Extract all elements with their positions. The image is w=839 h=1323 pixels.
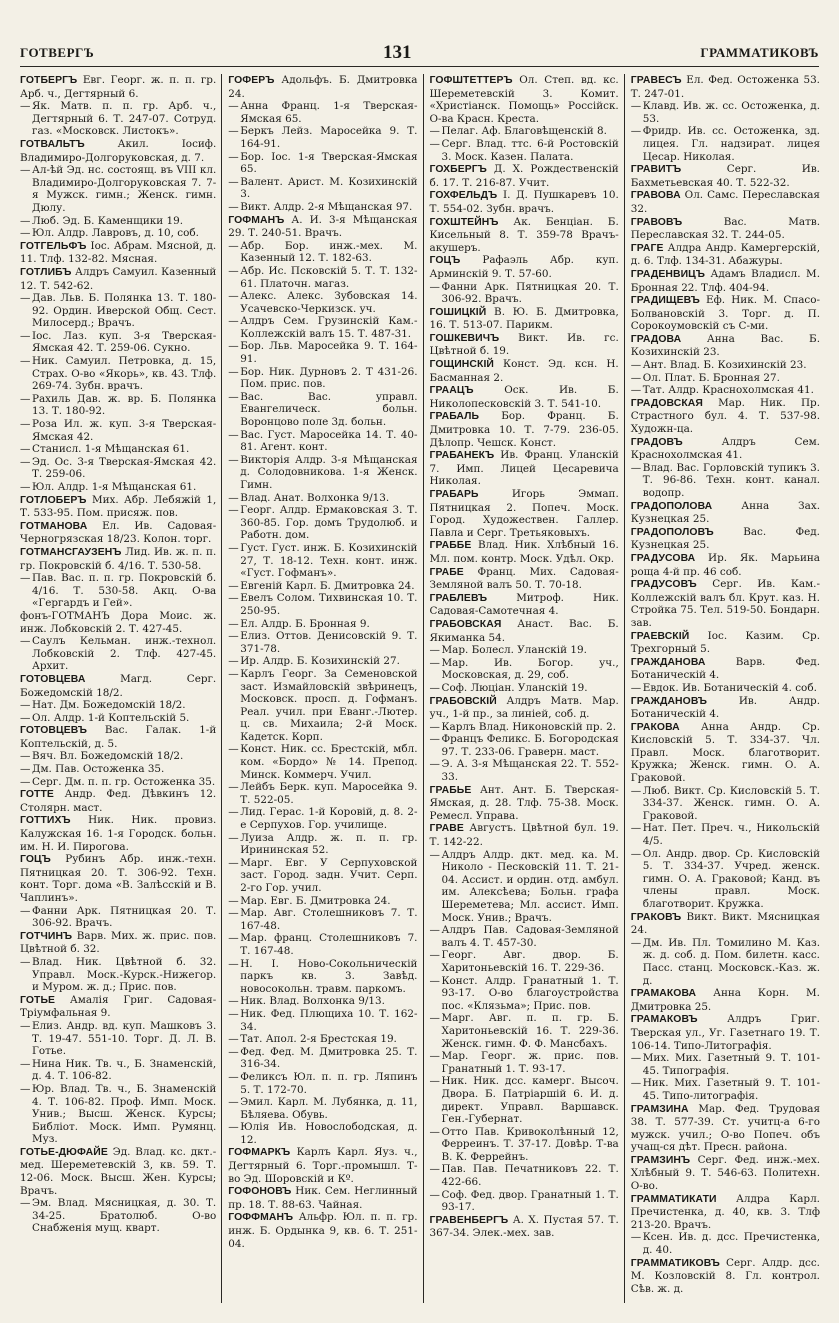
directory-entry: — Ксен. Ив. д. дсс. Пречистенка, д. 40. [630,1231,820,1257]
directory-entry: — Феликсъ Юл. п. п. гр. Ляпинъ 5. Т. 172-70. [228,1070,418,1096]
directory-entry: — Ник. Ник. дсс. камерг. Высоч. Двора. Б. Патріаршій 6. И. д. директ. Управл. Варшавск. Ген.-Губернат. [429,1075,619,1126]
directory-entry: — Влад. Ник. Цвѣтной б. 32. Управл. Моск.-Курск.-Нижегор. и Муром. ж. д.; Прис. пов. [20,955,217,994]
directory-entry: ГОТМАНСГАУЗЕНЪ Лид. Ив. ж. п. п. гр. Покровскій б. 4/16. Т. 530-58. [20,545,217,572]
directory-entry: ГРАКОВА Анна Андр. Ср. Кисловскій 5. Т. 334-37. Чл. Правл. Моск. благотворит. Кружка; Женск. гимн. О. А. Граковой. [630,720,820,785]
directory-entry: ГОХФЕЛЬДЪ І. Д. Пушкаревъ 10. Т. 554-02. Зубн. врачъ. [429,189,619,215]
directory-entry: ГОФШТЕТТЕРЪ Ол. Степ. вд. кс. Шереметевскій 3. Комит. «Христіанск. Помощь» Россійск. О-ва Красн. Креста. [429,74,619,125]
page-header [20,40,819,67]
directory-entry: — Мар. Болесл. Уланскій 19. [429,644,587,657]
directory-entry: — Клавд. Ив. ж. сс. Остоженка, д. 53. [630,100,820,125]
directory-entry: — Пав. Вас. п. п. гр. Покровскій б. 4/16. Т. 530-58. Акц. О-ва «Гергардъ и Гей». [20,572,217,610]
directory-entry: — Вас. Вас. управл. Евангелическ. больн. Воронцово поле 3д. больн. [228,390,418,429]
directory-entry: — Тат. Апол. 2-я Брестская 19. [228,1033,397,1046]
directory-entry: — Викторія Алдр. 3-я Мѣщанская д. Солодовникова. 1-я Женск. Гимн. [228,453,418,491]
directory-entry: ГОТТИХЪ Ник. Ник. провиз. Калужская 16. 1-я Городск. больн. им. Н. И. Пирогова. [20,814,217,853]
directory-entry: ГОФЕРЪ Адольфъ. Б. Дмитровка 24. [228,74,418,100]
directory-entry: ГРАДЕНВИЦЪ Адамъ Владисл. М. Бронная 22. Тлф. 404-94. [630,267,820,294]
directory-entry: — Беркъ Лейз. Маросейка 9. Т. 164-91. [228,125,418,150]
directory-entry: — Саулъ Кельман. инж.-технол. Лобковскій 2. Тлф. 427-45. Архит. [20,635,217,673]
directory-entry: ГРАКОВЪ Викт. Викт. Мясницкая 24. [630,910,820,937]
directory-entry: — Юлія Ив. Новослободская, д. 12. [228,1121,418,1146]
directory-entry: — Лид. Герас. 1-й Коровій, д. 8. 2-е Серпухов. Гор. училище. [228,806,418,832]
directory-entry: ГОТЛИБЪ Алдръ Самуил. Казенный 12. Т. 542-62. [20,265,217,292]
directory-entry: ГОТВАЛЬТЪ Акил. Іосиф. Владимиро-Долгоруковская, д. 7. [20,137,217,164]
directory-entry: ГРАБЛЕВЪ Митроф. Ник. Садовая-Самотечная 4. [429,591,619,618]
directory-entry: ГРАВЕ Августъ. Цвѣтной бул. 19. Т. 142-22. [429,822,619,849]
directory-entry: ГОТБЕРГЪ Евг. Георг. ж. п. п. гр. Арб. ч., Дегтярный 6. [20,74,217,100]
column-2 [221,74,422,1303]
directory-entry: — Э. А. 3-я Мѣщанская 22. Т. 552-33. [429,758,619,784]
directory-entry: ГРАДОВА Анна Вас. Б. Козихинскій 23. [630,332,820,359]
directory-entry: — Нат. Пет. Преч. ч., Никольскій 4/5. [630,822,820,848]
directory-entry: ГОТМАНОВА Ел. Ив. Садовая-Черногрязская 18/23. Колон. торг. [20,519,217,546]
directory-entry: — Евелъ Солом. Тихвинская 10. Т. 250-95. [228,592,418,617]
directory-entry: — Дм. Ив. Пл. Томилино М. Каз. ж. д. соб. д. Пом. билетн. касс. Пасс. станц. Московск.-Каз. ж. д. [630,936,820,987]
directory-entry: ГРАБЕ Франц. Мих. Садовая-Земляной валъ 50. Т. 70-18. [429,565,619,592]
directory-entry: — Ир. Алдр. Б. Козихинскій 27. [228,655,400,668]
directory-entry: — Мар. Авг. Столешниковъ 7. Т. 167-48. [228,907,418,932]
directory-entry: — Влад. Вас. Горловскій тупикъ 3. Т. 96-86. Техн. конт. канал. водопр. [630,461,820,499]
directory-entry: — Георг. Авг. двор. Б. Харитоньевскій 16. Т. 229-36. [429,949,619,974]
directory-entry: — Мих. Мих. Газетный 9. Т. 101-45. Типографія. [630,1052,820,1077]
directory-entry: ГРАБАЛЬ Бор. Франц. Б. Дмитровка 10. Т. 7-79. 236-05. Дѣлопр. Чешск. Конст. [429,410,619,449]
directory-entry: — Лейбъ Берк. куп. Маросейка 9. Т. 522-05. [228,781,418,806]
directory-entry: — Марг. Авг. п. п. гр. Б. Харитоньевскій 16. Т. 229-36. Женск. гимн. Ф. Ф. Мансбахъ. [429,1012,619,1050]
directory-entry: — Эм. Влад. Мясницкая, д. 30. Т. 34-25. Братолюб. О-во Снабженія мущ. кварт. [20,1197,217,1235]
directory-entry: — Влад. Анат. Волхонка 9/13. [228,491,390,504]
directory-entry: ГОФФМАНЪ Альфр. Юл. п. п. гр. инж. Б. Ордынка 9, кв. 6. Т. 251-04. [228,1211,418,1250]
directory-entry: ГОЩИНСКІЙ Конст. Эд. ксн. Н. Басманная 2. [429,358,619,384]
directory-entry: — Мар. Евг. Б. Дмитровка 24. [228,894,391,907]
directory-entry: — Елиз. Оттов. Денисовскій 9. Т. 371-78. [228,630,418,655]
directory-entry: — Тат. Алдр. Краснохолмская 41. [630,384,814,397]
directory-entry: ГРААЦЪ Оск. Ив. Б. Николопесковскій 3. Т. 541-10. [429,384,619,410]
directory-entry: ГОФМАНЪ А. И. 3-я Мѣщанская 29. Т. 240-51. Врачъ. [228,213,418,240]
directory-entry: — Викт. Алдр. 2-я Мѣщанская 97. [228,200,413,213]
directory-entry: ГРАММАТИКАТИ Алдра Карл. Пречистенка, д. 40, кв. 3. Тлф 213-20. Врачъ. [630,1192,820,1231]
directory-entry: — Серг. Влад. ттс. 6-й Ростовскій 3. Моск. Казен. Палата. [429,137,619,163]
directory-entry: — Соф. Фед. двор. Гранатный 1. Т. 93-17. [429,1188,619,1214]
directory-entry: — Дав. Льв. Б. Полянка 13. Т. 180-92. Ордин. Иверской Общ. Сест. Милосерд.; Врачъ. [20,292,217,330]
directory-entry: ГРАДУСОВА Ир. Як. Марьина роща 4-й пр. 46 соб. [630,551,820,578]
directory-entry: ГРАБАРЬ Игорь Эммап. Пятницкая 2. Попеч. Моск. Город. Художествен. Галлер. Павла и Серг. Третьяковыхъ. [429,488,619,539]
directory-entry: — Фанни Арк. Пятницкая 20. Т. 306-92. Врачъ. [20,904,217,930]
directory-entry: фонъ-ГОТМАНЪ Дора Моис. ж. инж. Лобковскій 2. Т. 427-45. [20,609,217,635]
directory-entry: — Іос. Лаз. куп. 3-я Тверская-Ямская 42. Т. 259-06. Сукно. [20,329,217,355]
directory-entry: — Евдок. Ив. Ботаническій 4. соб. [630,681,817,694]
directory-entry: ГОФМАРКЪ Карлъ Карл. Яуз. ч., Дегтярный 6. Торг.-промышл. Т-во Эд. Шоровскій и Кº. [228,1146,418,1185]
directory-entry: ГРАББЕ Влад. Ник. Хлѣбный 16. Мл. пом. контр. Моск. Удѣл. Окр. [429,539,619,565]
directory-entry: — Елиз. Андр. вд. куп. Машковъ 3. Т. 19-47. 551-10. Торг. Д. Л. В. Готье. [20,1019,217,1058]
directory-entry: ГРАГЕ Алдра Андр. Камергерскій, д. 6. Тлф. 134-31. Абажуры. [630,241,820,268]
directory-entry: — Конст. Алдр. Гранатный 1. Т. 93-17. О-во благоустройства пос. «Клязьма»; Прис. пов. [429,974,619,1012]
directory-entry: — Бор. Льв. Маросейка 9. Т. 164-91. [228,340,418,366]
directory-entry: — Фридр. Ив. сс. Остоженка, зд. лицея. Гл. надзират. лицея Цесар. Николая. [630,125,820,163]
directory-entry: — Вяч. Вл. Божедомскій 18/2. [20,750,184,763]
column-3 [423,74,624,1303]
directory-entry: ГРАЖДАНОВЪ Ив. Андр. Ботаническій 4. [630,694,820,721]
directory-entry: ГОТОВЦЕВЪ Вас. Галак. 1-й Коптельскій, д. 5. [20,724,217,750]
directory-entry: ГРАВЕНБЕРГЪ А. Х. Пустая 57. Т. 367-34. Элек.-мех. зав. [429,1213,619,1240]
directory-entry: ГРАМАКОВЪ Алдръ Григ. Тверская ул., Уг. Газетнаго 19. Т. 106-14. Типо-Литографія. [630,1013,820,1052]
directory-entry: — Абр. Ис. Псковскій 5. Т. Т. 132-61. Платочн. магаз. [228,264,418,290]
directory-entry: — Н. І. Ново-Сокольническій паркъ кв. 3. Завѣд. новосокольн. травм. паркомъ. [228,957,418,995]
directory-entry: ГРАММАТИКОВЪ Серг. Алдр. дсс. М. Козловскій 8. Гл. контрол. Сѣв. ж. д. [630,1256,820,1295]
directory-entry: — Ник. Самуил. Петровка, д. 15, Страх. О-во «Якорь», кв. 43. Тлф. 269-74. Зубн. врачъ. [20,355,217,393]
directory-entry: ГРАБОВСКАЯ Анаст. Вас. Б. Якиманка 54. [429,617,619,644]
directory-entry: ГРАДИЩЕВЪ Еф. Ник. М. Спасо-Болвановскій 3. Торг. д. П. Сорокоумовскій съ С-ми. [630,294,820,333]
directory-entry: — Евгеній Карл. Б. Дмитровка 24. [228,579,415,592]
directory-entry: ГОТОВЦЕВА Магд. Серг. Божедомскій 18/2. [20,672,217,699]
directory-entry: — Фед. Фед. М. Дмитровка 25. Т. 316-34. [228,1045,418,1071]
directory-entry: — Юл. Алдр. Лавровъ, д. 10, соб. [20,227,199,240]
directory-entry: — Конст. Ник. сс. Брестскій, мбл. ком. «Бордо» № 14. Препод. Минск. Коммерч. Учил. [228,743,418,781]
directory-entry: ГРАВОВА Ол. Самс. Переславская 32. [630,189,820,215]
directory-entry: — Ник. Фед. Плющиха 10. Т. 162-34. [228,1007,418,1033]
directory-entry: — Ол. Андр. двор. Ср. Кисловскій 5. Т. 334-37. Учред. женск. гимн. О. А. Граковой; Канд. въ члены правл. Моск. благотворит. Кружка. [630,847,820,910]
directory-entry: — Алдръ Алдр. дкт. мед. ка. М. Николо - Песковскій 11. Т. 21-04. Ассист. и ордин. отд. амбул. им. Алексѣева; Больн. графа Шереметева; Мл. ассист. Имп. Моск. Унив.; Врачъ. [429,848,619,924]
directory-entry: — Луиза Алдр. ж. п. п. гр. Ирининская 52. [228,831,418,857]
directory-entry: ГРАЕВСКІЙ Іос. Казим. Ср. Трехгорный 5. [630,629,820,656]
directory-entry: — Пав. Пав. Печатниковъ 22. Т. 422-66. [429,1163,619,1189]
directory-entry: ГРАДОПОЛОВЪ Вас. Фед. Кузнецкая 25. [630,525,820,552]
directory-entry: ГОТЬЕ Амалія Григ. Садовая-Тріумфальная 9. [20,993,217,1020]
directory-entry: ГОТЬЕ-ДЮФАЙЕ Эд. Влад. кс. дкт.-мед. Шереметевскій 3, кв. 59. Т. 12-06. Моск. Высш. Жен. Курсы; Врачъ. [20,1145,217,1197]
directory-entry: ГРАБЬЕ Ант. Ант. Б. Тверская-Ямская, д. 28. Тлф. 75-38. Моск. Ремесл. Управа. [429,783,619,822]
directory-entry: — Вас. Густ. Маросейка 14. Т. 40-81. Агент. конт. [228,428,418,454]
directory-columns [20,74,825,1303]
directory-entry: — Соф. Люціан. Уланскій 19. [429,681,588,694]
directory-entry: — Серг. Дм. п. п. гр. Остоженка 35. [20,775,216,788]
directory-entry: — Люб. Викт. Ср. Кисловскій 5. Т. 334-37. Женск. гимн. О. А. Граковой. [630,784,820,822]
directory-entry: — Фанни Арк. Пятницкая 20. Т. 306-92. Врачъ. [429,280,619,306]
directory-entry: — Ел. Алдр. Б. Бронная 9. [228,617,370,630]
directory-entry: — Отто Пав. Кривоколѣнный 12, Ферреинъ. Т. 37-17. Довѣр. Т-ва В. К. Феррейнъ. [429,1125,619,1163]
directory-entry: ГРАЖДАНОВА Варв. Фед. Ботаническій 4. [630,655,820,682]
directory-entry: — Анна Франц. 1-я Тверская-Ямская 65. [228,100,418,125]
directory-entry: — Станисл. 1-я Мѣщанская 61. [20,443,190,456]
directory-entry: ГРАВИТЪ Серг. Ив. Бахметьевская 40. Т. 522-32. [630,163,820,189]
directory-entry: ГОШКЕВИЧЪ Викт. Ив. гс. Цвѣтной б. 19. [429,331,619,358]
directory-entry: ГОЦЪ Рубинъ Абр. инж.-техн. Пятницкая 20. Т. 306-92. Техн. конт. Торг. дома «В. Залѣсскій и В. Чаплинъ». [20,853,217,904]
directory-entry: — Георг. Алдр. Ермаковская 3. Т. 360-85. Гор. домъ Трудолюб. и Работн. дом. [228,504,418,542]
directory-entry: — Мар. Георг. ж. прис. пов. Гранатный 1. Т. 93-17. [429,1050,619,1075]
directory-entry: — Ант. Влад. Б. Козихинскій 23. [630,359,807,372]
directory-entry: ГОТТЕ Андр. Фед. Дѣвкинъ 12. Столярн. маст. [20,788,217,814]
directory-entry: — Ол. Плат. Б. Бронная 27. [630,371,780,384]
directory-entry: ГОТЧИНЪ Варв. Мих. ж. прис. пов. Цвѣтной б. 32. [20,929,217,956]
directory-entry: ГОТГЕЛЬФЪ Іос. Абрам. Мясной, д. 11. Тлф. 132-82. Мясная. [20,239,217,266]
directory-entry: — Алдръ Сем. Грузинскій Кам.-Коллежскій валъ 15. Т. 487-31. [228,315,418,340]
directory-entry: ГРАМЗИНА Мар. Фед. Трудовая 38. Т. 577-39. Ст. учитц-а 6-го мужск. учил.; О-во Попеч. объ учащ-ся дѣт. Пресн. района. [630,1102,820,1154]
directory-entry: ГРАДОВЪ Алдръ Сем. Краснохолмская 41. [630,435,820,462]
directory-entry: ГОЦЪ Рафаэль Абр. куп. Арминскій 9. Т. 57-60. [429,254,619,280]
directory-entry: — Дм. Пав. Остоженка 35. [20,763,165,776]
directory-entry: — Роза Ил. ж. куп. 3-я Тверская-Ямская 42. [20,418,217,443]
directory-entry: ГРАБАНЕКЪ Ив. Франц. Уланскій 7. Имп. Лицей Цесаревича Николая. [429,449,619,488]
directory-entry: — Алекс. Алекс. Зубовская 14. Усачевско-Черкизск. уч. [228,290,418,315]
column-1 [20,74,221,1303]
directory-entry: — Рахиль Дав. ж. вр. Б. Полянка 13. Т. 180-92. [20,392,217,418]
directory-entry: — Валент. Арист. М. Козихинскій 3. [228,175,418,201]
directory-entry: — Юл. Алдр. 1-я Мѣщанская 61. [20,481,197,493]
directory-entry: — Пелаг. Аф. Благовѣщенскій 8. [429,125,607,138]
directory-entry: ГРАМЗИНЪ Серг. Фед. инж.-мех. Хлѣбный 9. Т. 546-63. Политехн. О-во. [630,1153,820,1193]
directory-entry: — Як. Матв. п. п. гр. Арб. ч., Дегтярный 6. Т. 247-07. Сотруд. газ. «Московск. Листокъ». [20,100,217,138]
directory-entry: ГОФОНОВЪ Ник. Сем. Неглинный пр. 18. Т. 88-63. Чайная. [228,1185,418,1211]
directory-entry: — Густ. Густ. инж. Б. Козихинскій 27, Т. 18-12. Техн. конт. инж. «Густ. Гофманъ». [228,541,418,580]
directory-entry: — Марг. Евг. У Серпуховской заст. Город. задн. Учит. Серп. 2-го Гор. учил. [228,856,418,894]
directory-entry: — Алдръ Пав. Садовая-Земляной валъ 4. Т. 457-30. [429,924,619,949]
directory-entry: — Ол. Алдр. 1-й Коптельскій 5. [20,711,190,724]
directory-entry: — Нина Ник. Тв. ч., Б. Знаменскій, д. 4. Т. 106-82. [20,1057,217,1083]
directory-entry: — Мар. Ив. Богор. уч., Московская, д. 29, соб. [429,656,619,682]
directory-entry: — Ник. Мих. Газетный 9. Т. 101-45. Типо-литографія. [630,1077,820,1102]
page-number: 131 [383,42,412,63]
directory-entry: — Ник. Влад. Волхонка 9/13. [228,995,385,1008]
directory-entry: — Эд. Ос. 3-я Тверская-Ямская 42. Т. 259-06. [20,455,217,481]
directory-entry: — Мар. франц. Столешниковъ 7. Т. 167-48. [228,932,418,957]
directory-entry: — Карлъ Георг. За Семеновской заст. Измайловскій звѣринецъ, Московск. просп. д. Гофманъ. Реал. учил. при Еванг.-Лютер. ц. св. Михаила; 2-й Моск. Кадетск. Корп. [228,667,418,743]
directory-entry: — Нат. Дм. Божедомскій 18/2. [20,699,186,712]
directory-entry: ГРАБОВСКІЙ Алдръ Матв. Мар. уч., 1-й пр., за линіей, соб. д. [429,694,619,721]
column-4 [624,74,825,1303]
directory-entry: ГОШИЦКІЙ В. Ю. Б. Дмитровка, 16. Т. 513-07. Парикм. [429,305,619,332]
directory-entry: ГОХШТЕЙНЪ Ак. Бенціан. Б. Кисельный 8. Т. 359-78 Врачъ-акушеръ. [429,215,619,254]
directory-entry: ГОТЛОБЕРЪ Мих. Абр. Лебяжій 1, Т. 533-95. Пом. присяж. пов. [20,493,217,520]
directory-entry: ГРАДОПОЛОВА Анна Зах. Кузнецкая 25. [630,499,820,526]
directory-entry: ГРАДУСОВЪ Серг. Ив. Кам.-Коллежскій валъ бл. Крут. каз. Н. Стройка 75. Тел. 519-50. Бондарн. зав. [630,578,820,629]
running-head-left: ГОТВЕРГЪ [20,45,95,60]
directory-entry: — Бор. Іос. 1-я Тверская-Ямская 65. [228,150,418,176]
running-head-right: ГРАММАТИКОВЪ [700,45,819,60]
directory-entry: — Юр. Влад. Тв. ч., Б. Знаменскій 4. Т. 106-82. Проф. Имп. Моск. Унив.; Высш. Женск. Курсы; Библіот. Моск. Имп. Румянц. Муз. [20,1082,217,1146]
directory-entry: — Бор. Ник. Дурновъ 2. Т 431-26. Пом. прис. пов. [228,365,418,391]
directory-entry: — Эмил. Карл. М. Лубянка, д. 11, Бѣляева. Обувь. [228,1096,418,1121]
directory-entry: — Ал-ѣй Эд. нс. состоящ. въ VIII кл. Владимиро-Долгоруковская 7. 7-я Мужск. гимн.; Женск. гимн. Дюлу. [20,164,217,214]
directory-entry: ГРАМАКОВА Анна Корн. М. Дмитровка 25. [630,987,820,1013]
directory-entry: — Люб. Эд. Б. Каменщики 19. [20,214,183,227]
directory-entry: — Абр. Бор. инж.-мех. М. Казенный 12. Т. 182-63. [228,239,418,265]
directory-entry: ГОХБЕРГЪ Д. Х. Рождественскій б. 17. Т. 216-87. Учит. [429,163,619,189]
directory-entry: ГРАВОВЪ Вас. Матв. Переславская 32. Т. 244-05. [630,215,820,242]
directory-entry: — Францъ Феликс. Б. Богородская 97. Т. 233-06. Граверн. маст. [429,733,619,758]
directory-entry: — Карлъ Влад. Никоновскій пр. 2. [429,720,617,733]
directory-entry: ГРАВЕСЪ Ел. Фед. Остоженка 53. Т. 247-01. [630,74,820,100]
directory-entry: ГРАДОВСКАЯ Мар. Ник. Пр. Страстного бул. 4. Т. 537-98. Художн-ца. [630,396,820,436]
